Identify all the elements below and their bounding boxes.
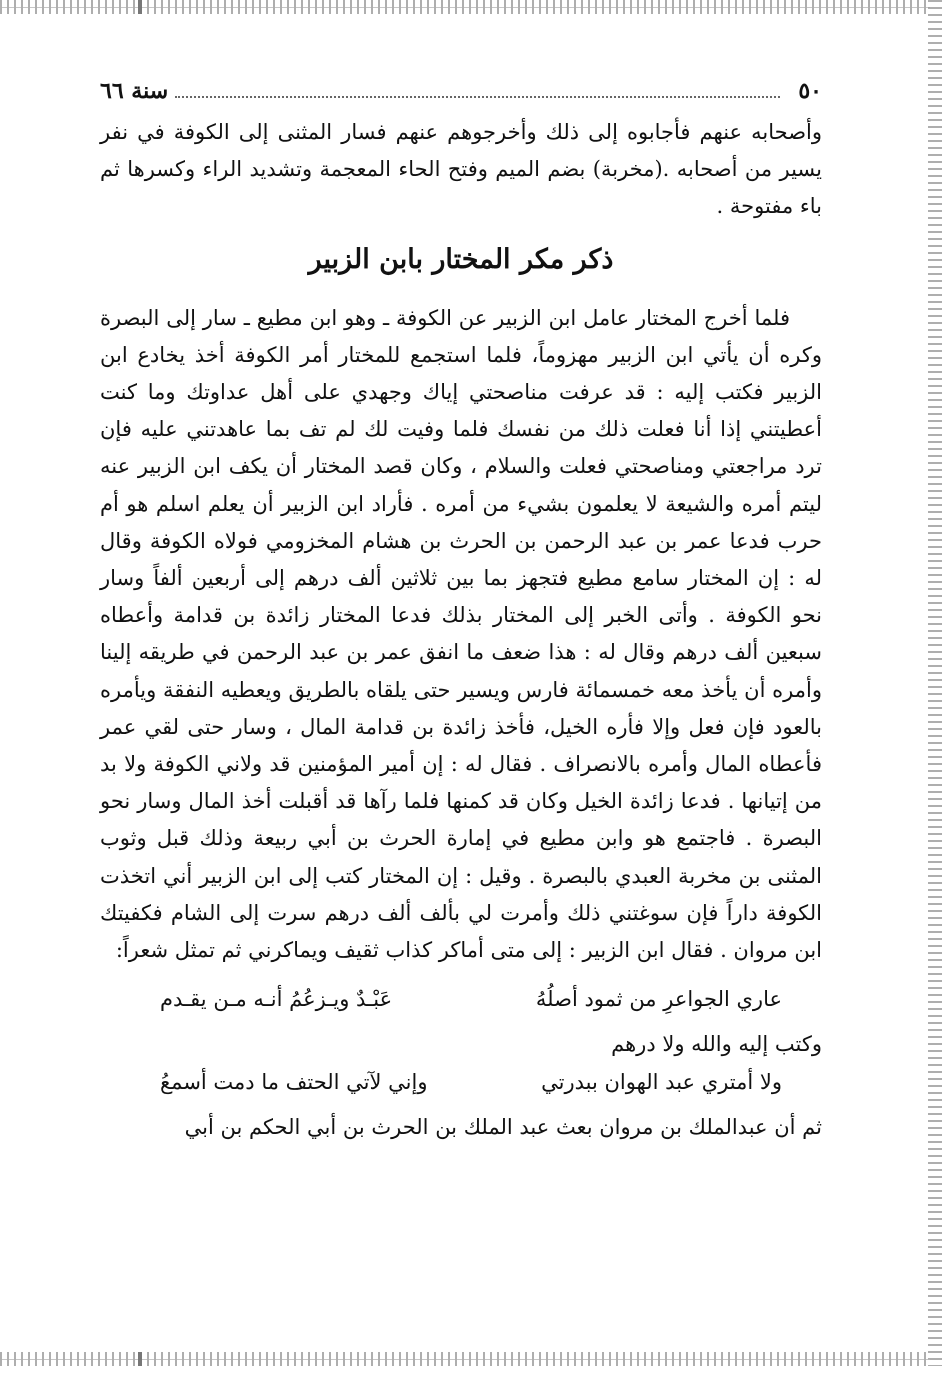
running-header xyxy=(100,70,822,114)
border-mark-top xyxy=(138,0,142,14)
header-dotted-rule xyxy=(175,96,780,98)
verse-2-first-hemistich: ولا أمتري عبد الهوان ببدرتي xyxy=(541,1069,782,1094)
verse-2-second-hemistich: وإني لآتي الحتف ما دمت أسمعُ xyxy=(160,1069,428,1094)
verse-1-first-hemistich: عاري الجواعرِ من ثمود أصلُهُ xyxy=(535,987,782,1012)
poem-verse-1 xyxy=(160,981,782,1018)
book-page xyxy=(100,70,822,1345)
prose-line: وكتب إليه والله ولا درهم xyxy=(611,1032,822,1057)
poem-verse-2 xyxy=(160,1064,782,1101)
paragraph-continuation: وأصحابه عنهم فأجابوه إلى ذلك وأخرجوهم عنهم فسار المثنى إلى الكوفة في نفر يسير من أصحابه .(مخربة) بضم الميم وفتح الحاء المعجمة وتشديد الراء وكسرها ثم باء مفتوحة . xyxy=(100,120,822,219)
section-heading: ذكر مكر المختار بابن الزبير xyxy=(308,243,614,275)
decorative-border-right xyxy=(928,0,942,1366)
border-mark-bottom xyxy=(138,1352,142,1366)
year-label: سنة ٦٦ xyxy=(100,78,169,104)
verse-1-second-hemistich: عَبْـدٌ ويـزعُمُ أنـه مـن يقـدم xyxy=(160,987,393,1012)
page-number: ٥٠ xyxy=(798,78,822,104)
paragraph-final: ثم أن عبدالملك بن مروان بعث عبد الملك بن الحرث بن أبي الحكم بن أبي xyxy=(184,1114,822,1139)
paragraph-main: فلما أخرج المختار عامل ابن الزبير عن الكوفة ـ وهو ابن مطيع ـ سار إلى البصرة وكره أن يأتي ابن الزبير مهزوماً، فلما استجمع للمختار أمر الكوفة أخذ يخادع ابن الزبير فكتب إليه : قد عرفت مناصحتي إياك وجهدي على أهل عداوتك وما كنت أعطيتني إذا أنا فعلت ذلك من نفسك فلما وفيت لك لم تف بما عاهدتني عليه فإن ترد مراجعتي ومناصحتي فعلت والسلام ، وكان قصد المختار أن يكف ابن الزبير عنه ليتم أمره والشيعة لا يعلمون بشيء من أمره . فأراد ابن الزبير أن يعلم اسلم هو أم حرب فدعا عمر بن عبد الرحمن بن الحرث بن هشام المخزومي فولاه الكوفة وقال له : إن المختار سامع مطيع فتجهز بما بين ثلاثين ألف درهم إلى أربعين ألفاً وسار نحو الكوفة . وأتى الخبر إلى المختار بذلك فدعا المختار زائدة بن قدامة وأعطاه سبعين ألف درهم وقال له : هذا ضعف ما انفق عمر بن عبد الرحمن في طريقه إلينا وأمره أن يأخذ معه خمسمائة فارس ويسير حتى يلقاه بالطريق ويعطيه النفقة ويأمره بالعود فإن فعل وإلا فأره الخيل، فأخذ زائدة بن قدامة المال ، وسار حتى لقي عمر فأعطاه المال وأمره بالانصراف . فقال له : إن أمير المؤمنين قد ولاني الكوفة ولا بد من إتيانها . فدعا زائدة الخيل وكان قد كمنها فلما رآها قد أقبلت أخذ المال وسار نحو البصرة . فاجتمع هو وابن مطيع في إمارة الحرث بن أبي ربيعة وذلك قبل وثوب المثنى بن مخربة العبدي بالبصرة . وقيل : إن المختار كتب إلى ابن الزبير أني اتخذت الكوفة داراً فإن سوغتني ذلك وأمرت لي بألف ألف درهم سرت إلى الشام فكفيتك ابن مروان . فقال ابن الزبير : إلى متى أماكر كذاب ثقيف ويماكرني ثم تمثل شعراً: xyxy=(100,305,822,963)
